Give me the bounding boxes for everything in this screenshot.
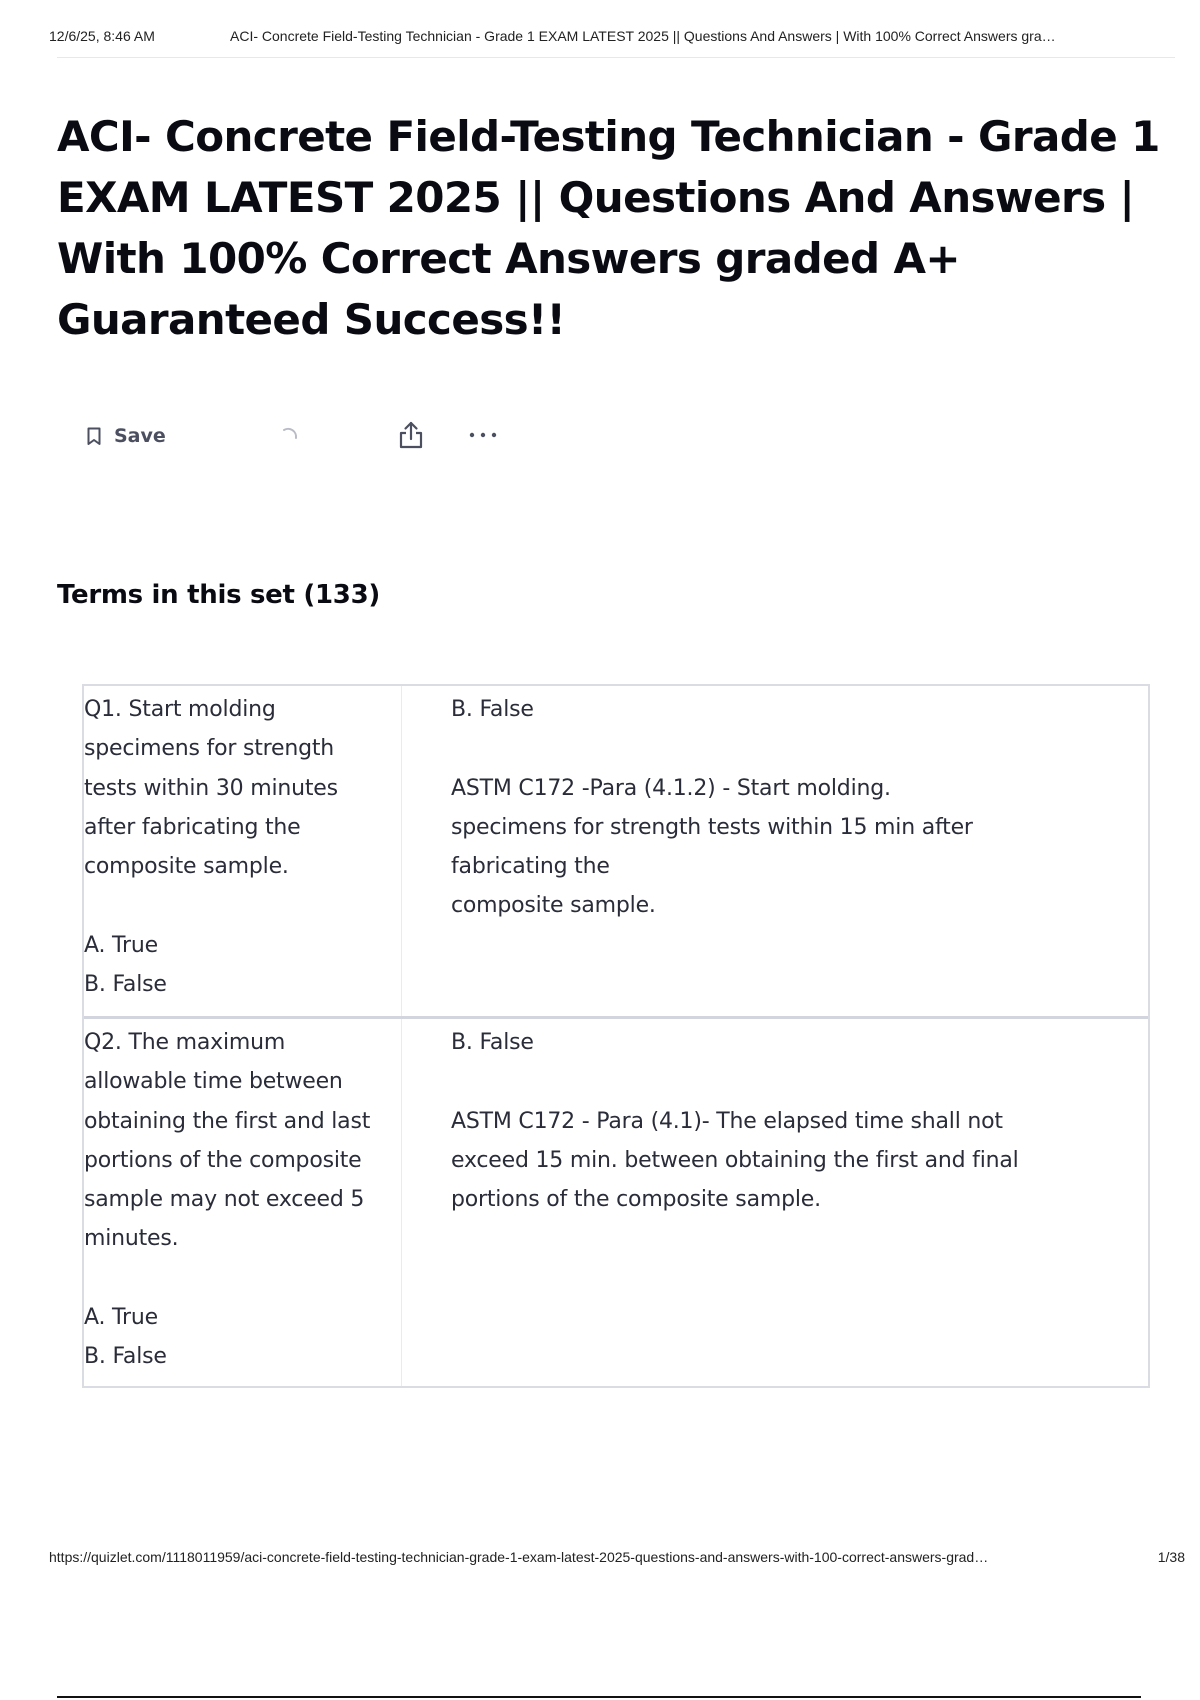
term-card [84,1016,1148,1386]
save-button[interactable] [86,418,166,454]
print-page-title: ACI- Concrete Field-Testing Technician - Grade 1 EXAM LATEST 2025 || Questions And Answers | With 100% Correct Answers gra… [230,28,1056,44]
header-divider [57,57,1175,58]
bottom-divider [57,1696,1141,1698]
print-date: 12/6/25, 8:46 AM [49,28,155,44]
term-text: Q2. The maximum allowable time between obtaining the first and last portions of the composite sample may not exceed 5 minutes. A. True B. False [84,1019,402,1386]
print-footer [49,1549,1185,1565]
definition-text: B. False ASTM C172 - Para (4.1)- The elapsed time shall not exceed 15 min. between obtaining the first and final portions of the composite sample. [451,1030,1019,1213]
terms-heading: Terms in this set (133) [57,580,380,610]
bookmark-icon [86,426,102,446]
loading-icon [278,425,302,449]
page-url: https://quizlet.com/1118011959/aci-concrete-field-testing-technician-grade-1-exam-latest-2025-questions-and-answers-with-100-correct-answers-grad… [49,1549,989,1565]
print-header [49,28,1179,44]
page-title: ACI- Concrete Field-Testing Technician - Grade 1 EXAM LATEST 2025 || Questions And Answers | With 100% Correct Answers graded A+ Guaranteed Success!! [57,112,1160,344]
terms-table [82,684,1150,1388]
term-card [84,686,1148,1016]
more-icon[interactable] [468,427,498,443]
definition-text: B. False ASTM C172 -Para (4.1.2) - Start molding. specimens for strength tests within 15 min after fabricating the composite sample. [451,697,973,919]
page-number: 1/38 [1157,1549,1185,1565]
action-bar [86,418,526,458]
share-icon[interactable] [397,420,425,450]
term-text: Q1. Start molding specimens for strength tests within 30 minutes after fabricating the composite sample. A. True B. False [84,686,402,1016]
save-label: Save [114,425,166,447]
